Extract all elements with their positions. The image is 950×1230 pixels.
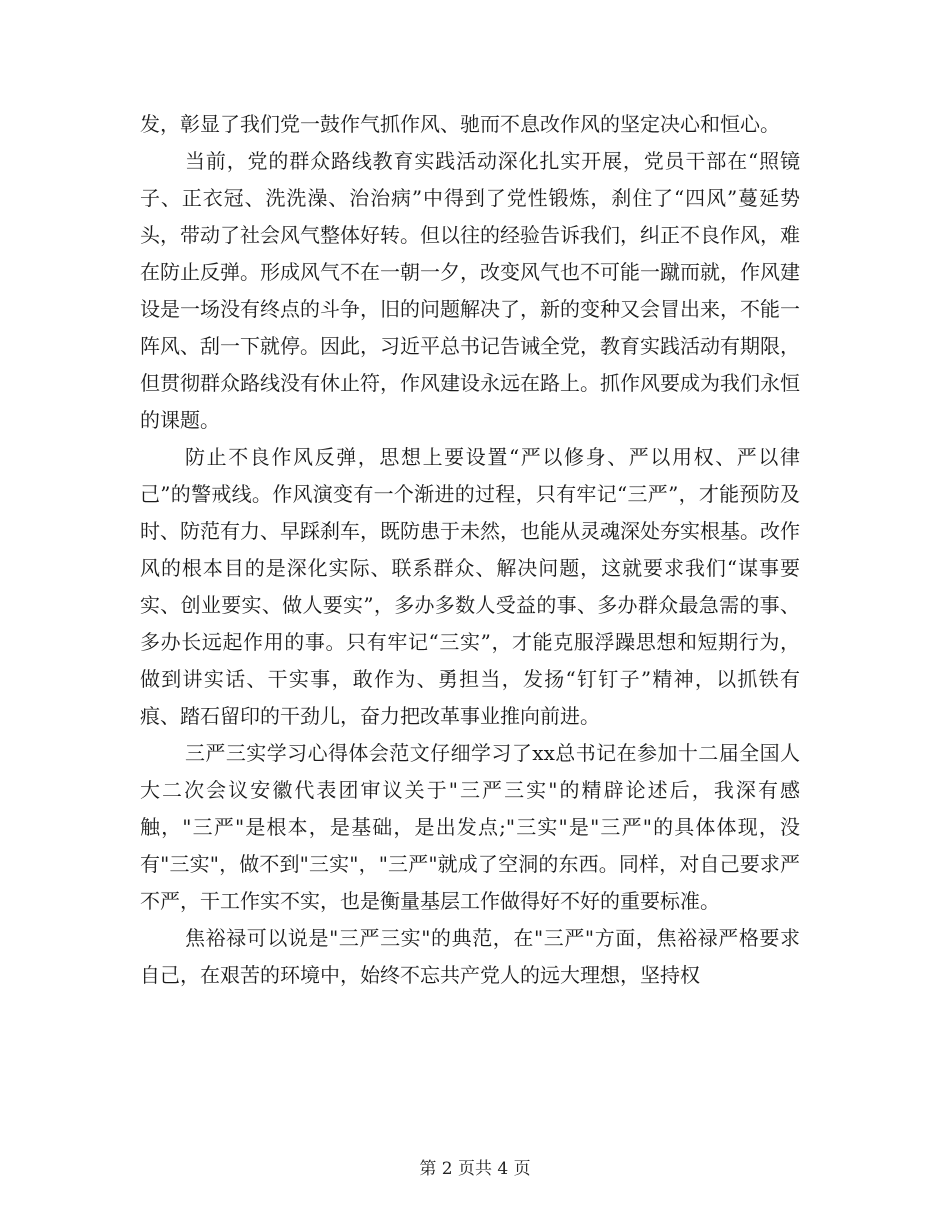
paragraph-5: 焦裕禄可以说是"三严三实"的典范，在"三严"方面，焦裕禄严格要求自己，在艰苦的环境中，始终不忘共产党人的远大理想，坚持权 [140,926,800,987]
document-body [140,106,800,994]
paragraph-1: 发，彰显了我们党一鼓作气抓作风、驰而不息改作风的坚定决心和恒心。 [140,112,780,136]
paragraph-2: 当前，党的群众路线教育实践活动深化扎实开展，党员干部在“照镜子、正衣冠、洗洗澡、治治病”中得到了党性锻炼，刹住了“四风”蔓延势头，带动了社会风气整体好转。但以往的经验告诉我们，纠正不良作风，难在防止反弹。形成风气不在一朝一夕，改变风气也不可能一蹴而就，作风建设是一场没有终点的斗争，旧的问题解决了，新的变种又会冒出来，不能一阵风、刮一下就停。因此，习近平总书记告诫全党，教育实践活动有期限，但贯彻群众路线没有休止符，作风建设永远在路上。抓作风要成为我们永恒的课题。 [140,149,800,432]
paragraph-3: 防止不良作风反弹，思想上要设置“严以修身、严以用权、严以律己”的警戒线。作风演变有一个渐进的过程，只有牢记“三严”，才能预防及时、防范有力、早踩刹车，既防患于未然，也能从灵魂深处夯实根基。改作风的根本目的是深化实际、联系群众、解决问题，这就要求我们“谋事要实、创业要实、做人要实”，多办多数人受益的事、多办群众最急需的事、多办长远起作用的事。只有牢记“三实”，才能克服浮躁思想和短期行为，做到讲实话、干实事，敢作为、勇担当，发扬“钉钉子”精神，以抓铁有痕、踏石留印的干劲儿，奋力把改革事业推向前进。 [140,445,800,728]
paragraph-4: 三严三实学习心得体会范文仔细学习了xx总书记在参加十二届全国人大二次会议安徽代表团审议关于"三严三实"的精辟论述后，我深有感触，"三严"是根本，是基础，是出发点;"三实"是"三严"的具体体现，没有"三实"，做不到"三实"，"三严"就成了空洞的东西。同样，对自己要求严不严，干工作实不实，也是衡量基层工作做得好不好的重要标准。 [140,741,800,913]
page-footer [0,1154,950,1179]
page-number: 第 2 页共 4 页 [419,1159,531,1179]
